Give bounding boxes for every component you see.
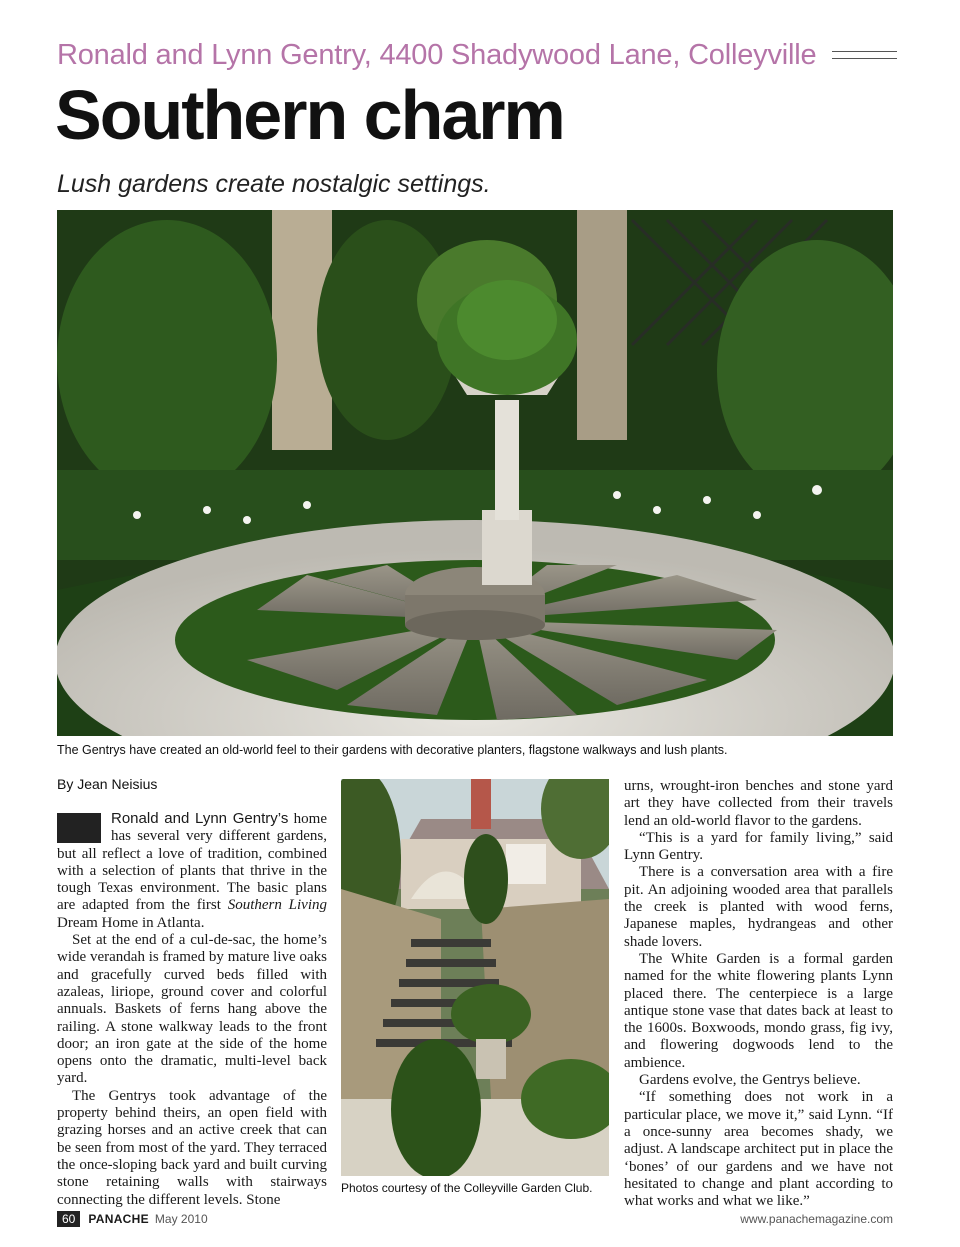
stairway-photo	[341, 779, 609, 1176]
article-paragraph-6: There is a conversation area with a fire pit. An adjoining wooded area that parallels the creek is planted with wood ferns, Japanese maples, hydrangeas and other shade lovers.	[624, 864, 893, 950]
drop-cap-block	[57, 813, 101, 843]
article-column-3	[624, 778, 893, 1210]
issue-date: May 2010	[154, 1212, 208, 1226]
hero-caption: The Gentrys have created an old-world feel to their gardens with decorative planters, flagstone walkways and lush plants.	[57, 743, 728, 757]
hero-photo	[57, 210, 893, 736]
page-number: 60	[57, 1211, 80, 1227]
publication-name: PANACHE	[88, 1212, 149, 1226]
lead-text: home has several very different gardens, but all reflect a love of tradition, combined with a selection of plants that thrive in the tough Texas environment. The basic plans are adapted from the first	[57, 811, 327, 914]
kicker	[57, 33, 897, 77]
article-paragraph-3: The Gentrys took advantage of the property behind theirs, an open field with grazing horses and an active creek that can be seen from most of the yard. They terraced the once-sloping back yard and built curving stone retaining walls with stairways connecting the different levels. Stone	[57, 1087, 327, 1208]
article-column-1	[57, 810, 327, 1209]
headline: Southern charm	[55, 76, 564, 154]
deck: Lush gardens create nostalgic settings.	[57, 170, 491, 198]
kicker-text: Ronald and Lynn Gentry, 4400 Shadywood Lane, Colleyville	[57, 38, 817, 71]
article-paragraph-5: “This is a yard for family living,” said Lynn Gentry.	[624, 829, 893, 864]
article-paragraph-9: “If something does not work in a particular place, we move it,” said Lynn. “If a once-sunny area becomes shady, we adjust. A landscape architect put in place the ‘bones’ of our gardens and we have not hesitated to change and plant according to what works and what we like.”	[624, 1089, 893, 1210]
kicker-rule	[832, 51, 897, 59]
article-paragraph-4: urns, wrought-iron benches and stone yard art they have collected from their travels lend an old-world flavor to the gardens.	[624, 778, 893, 829]
lead-names: Ronald and Lynn Gentry’s	[111, 810, 289, 827]
byline: By Jean Neisius	[57, 776, 158, 792]
lead-end: Dream Home in Atlanta.	[57, 914, 205, 931]
article-paragraph-1	[57, 810, 327, 932]
article-paragraph-8: Gardens evolve, the Gentrys believe.	[639, 1072, 861, 1089]
page-footer	[57, 1210, 893, 1228]
website-url[interactable]: www.panachemagazine.com	[740, 1212, 893, 1226]
photo-credit: Photos courtesy of the Colleyville Garden Club.	[341, 1181, 593, 1195]
lead-italic: Southern Living	[227, 897, 328, 914]
article-paragraph-7: The White Garden is a formal garden named for the white flowering plants Lynn placed there. The centerpiece is a large antique stone vase that dates back at least to the 1600s. Boxwoods, mondo grass, fig ivy, and flowering dogwoods lend to the ambience.	[624, 950, 893, 1071]
article-paragraph-2: Set at the end of a cul-de-sac, the home’s wide verandah is framed by mature live oaks and gracefully curved beds filled with azaleas, liriope, ground cover and colorful annuals. Baskets of ferns hang above the railing. A stone walkway leads to the front door; an iron gate at the side of the home opens onto the dramatic, multi-level back yard.	[57, 932, 327, 1087]
